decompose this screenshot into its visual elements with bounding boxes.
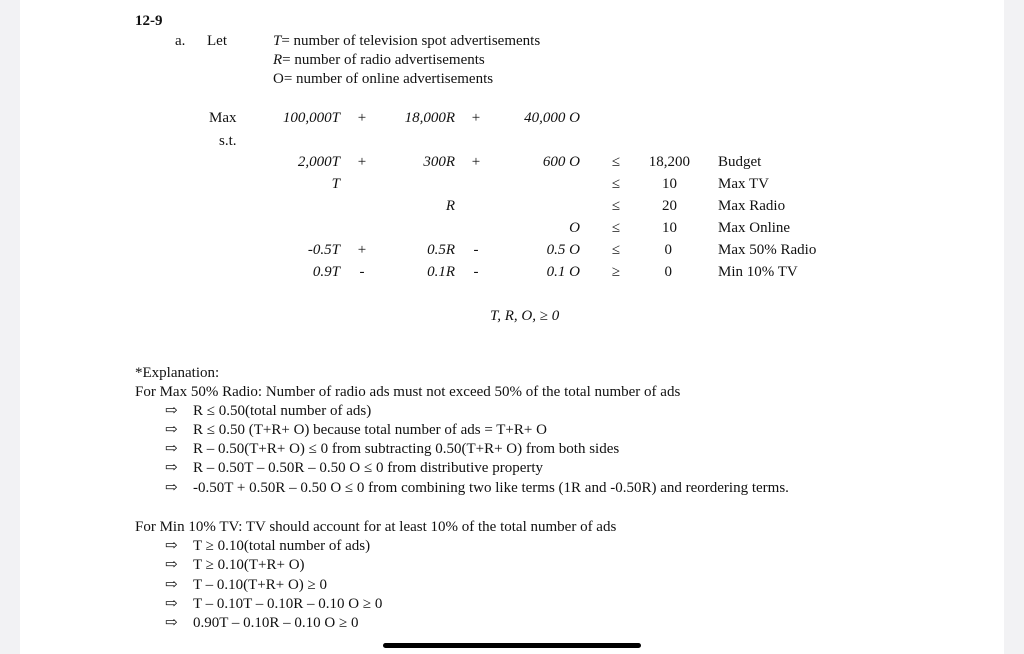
objective-o: 40,000 O: [524, 110, 580, 126]
constraint-t: T: [331, 176, 340, 192]
constraint-rhs: 20: [662, 198, 677, 214]
definition-t: T= number of television spot advertisements: [273, 33, 541, 49]
arrow-icon: ⇨: [165, 615, 178, 631]
tv-step: T ≥ 0.10(T+R+ O): [193, 557, 305, 573]
constraint-sign: ≥: [611, 264, 621, 280]
constraint-sign: ≤: [611, 198, 621, 214]
arrow-icon: ⇨: [165, 422, 178, 438]
definition-o: O= number of online advertisements: [273, 71, 494, 87]
radio-step: R – 0.50(T+R+ O) ≤ 0 from subtracting 0.50(T+R+ O) from both sides: [193, 441, 620, 457]
constraint-r: 300R: [423, 154, 455, 170]
constraint-op1: +: [357, 154, 367, 170]
arrow-icon: ⇨: [165, 403, 178, 419]
constraint-op2: +: [471, 154, 481, 170]
constraint-sign: ≤: [611, 176, 621, 192]
constraint-o: O: [569, 220, 580, 236]
arrow-icon: ⇨: [165, 596, 178, 612]
part-label: a.: [175, 33, 186, 49]
objective-r: 18,000R: [404, 110, 455, 126]
max-label: Max: [209, 110, 237, 126]
constraint-r: 0.1R: [427, 264, 455, 280]
tv-explanation-intro: For Min 10% TV: TV should account for at least 10% of the total number of ads: [135, 519, 617, 535]
let-label: Let: [207, 33, 227, 49]
subject-to-label: s.t.: [219, 133, 237, 149]
arrow-icon: ⇨: [165, 538, 178, 554]
objective-t: 100,000T: [282, 110, 340, 126]
definition-r: R= number of radio advertisements: [273, 52, 485, 68]
constraint-sign: ≤: [611, 242, 621, 258]
constraint-name: Max TV: [718, 176, 769, 192]
objective-op2: +: [471, 110, 481, 126]
constraint-rhs: 10: [662, 220, 677, 236]
constraint-name: Budget: [718, 154, 762, 170]
tv-step: T ≥ 0.10(total number of ads): [193, 538, 371, 554]
constraint-r: 0.5R: [427, 242, 455, 258]
constraint-name: Min 10% TV: [718, 264, 798, 280]
radio-step: -0.50T + 0.50R – 0.50 O ≤ 0 from combining two like terms (1R and -0.50R) and reordering terms.: [193, 480, 789, 496]
constraint-name: Max 50% Radio: [718, 242, 817, 258]
arrow-icon: ⇨: [165, 577, 178, 593]
constraint-sign: ≤: [611, 220, 621, 236]
tv-step: 0.90T – 0.10R – 0.10 O ≥ 0: [193, 615, 359, 631]
explanation-heading: *Explanation:: [135, 365, 220, 381]
constraint-o: 600 O: [542, 154, 580, 170]
constraint-t: 2,000T: [297, 154, 340, 170]
tv-step: T – 0.10(T+R+ O) ≥ 0: [193, 577, 328, 593]
document-page: [20, 0, 1004, 654]
constraint-op1: +: [357, 242, 367, 258]
home-indicator[interactable]: [383, 643, 641, 648]
constraint-rhs: 0: [664, 264, 672, 280]
radio-explanation-intro: For Max 50% Radio: Number of radio ads must not exceed 50% of the total number of ads: [135, 384, 681, 400]
objective-op1: +: [357, 110, 367, 126]
radio-step: R ≤ 0.50(total number of ads): [193, 403, 372, 419]
problem-number: 12-9: [135, 13, 163, 29]
arrow-icon: ⇨: [165, 441, 178, 457]
radio-step: R – 0.50T – 0.50R – 0.50 O ≤ 0 from distributive property: [193, 460, 544, 476]
constraint-op2: -: [473, 242, 479, 258]
constraint-rhs: 10: [662, 176, 677, 192]
constraint-op2: -: [473, 264, 479, 280]
constraint-op1: -: [359, 264, 365, 280]
arrow-icon: ⇨: [165, 460, 178, 476]
arrow-icon: ⇨: [165, 480, 178, 496]
constraint-sign: ≤: [611, 154, 621, 170]
constraint-t: 0.9T: [312, 264, 340, 280]
constraint-name: Max Online: [718, 220, 791, 236]
radio-step: R ≤ 0.50 (T+R+ O) because total number of ads = T+R+ O: [193, 422, 547, 438]
constraint-o: 0.5 O: [546, 242, 580, 258]
nonnegativity-constraint: T, R, O, ≥ 0: [490, 308, 560, 324]
constraint-name: Max Radio: [718, 198, 786, 214]
constraint-rhs: 18,200: [648, 154, 690, 170]
constraint-rhs: 0: [664, 242, 672, 258]
constraint-r: R: [445, 198, 455, 214]
tv-step: T – 0.10T – 0.10R – 0.10 O ≥ 0: [193, 596, 383, 612]
constraint-t: -0.5T: [307, 242, 340, 258]
arrow-icon: ⇨: [165, 557, 178, 573]
constraint-o: 0.1 O: [546, 264, 580, 280]
